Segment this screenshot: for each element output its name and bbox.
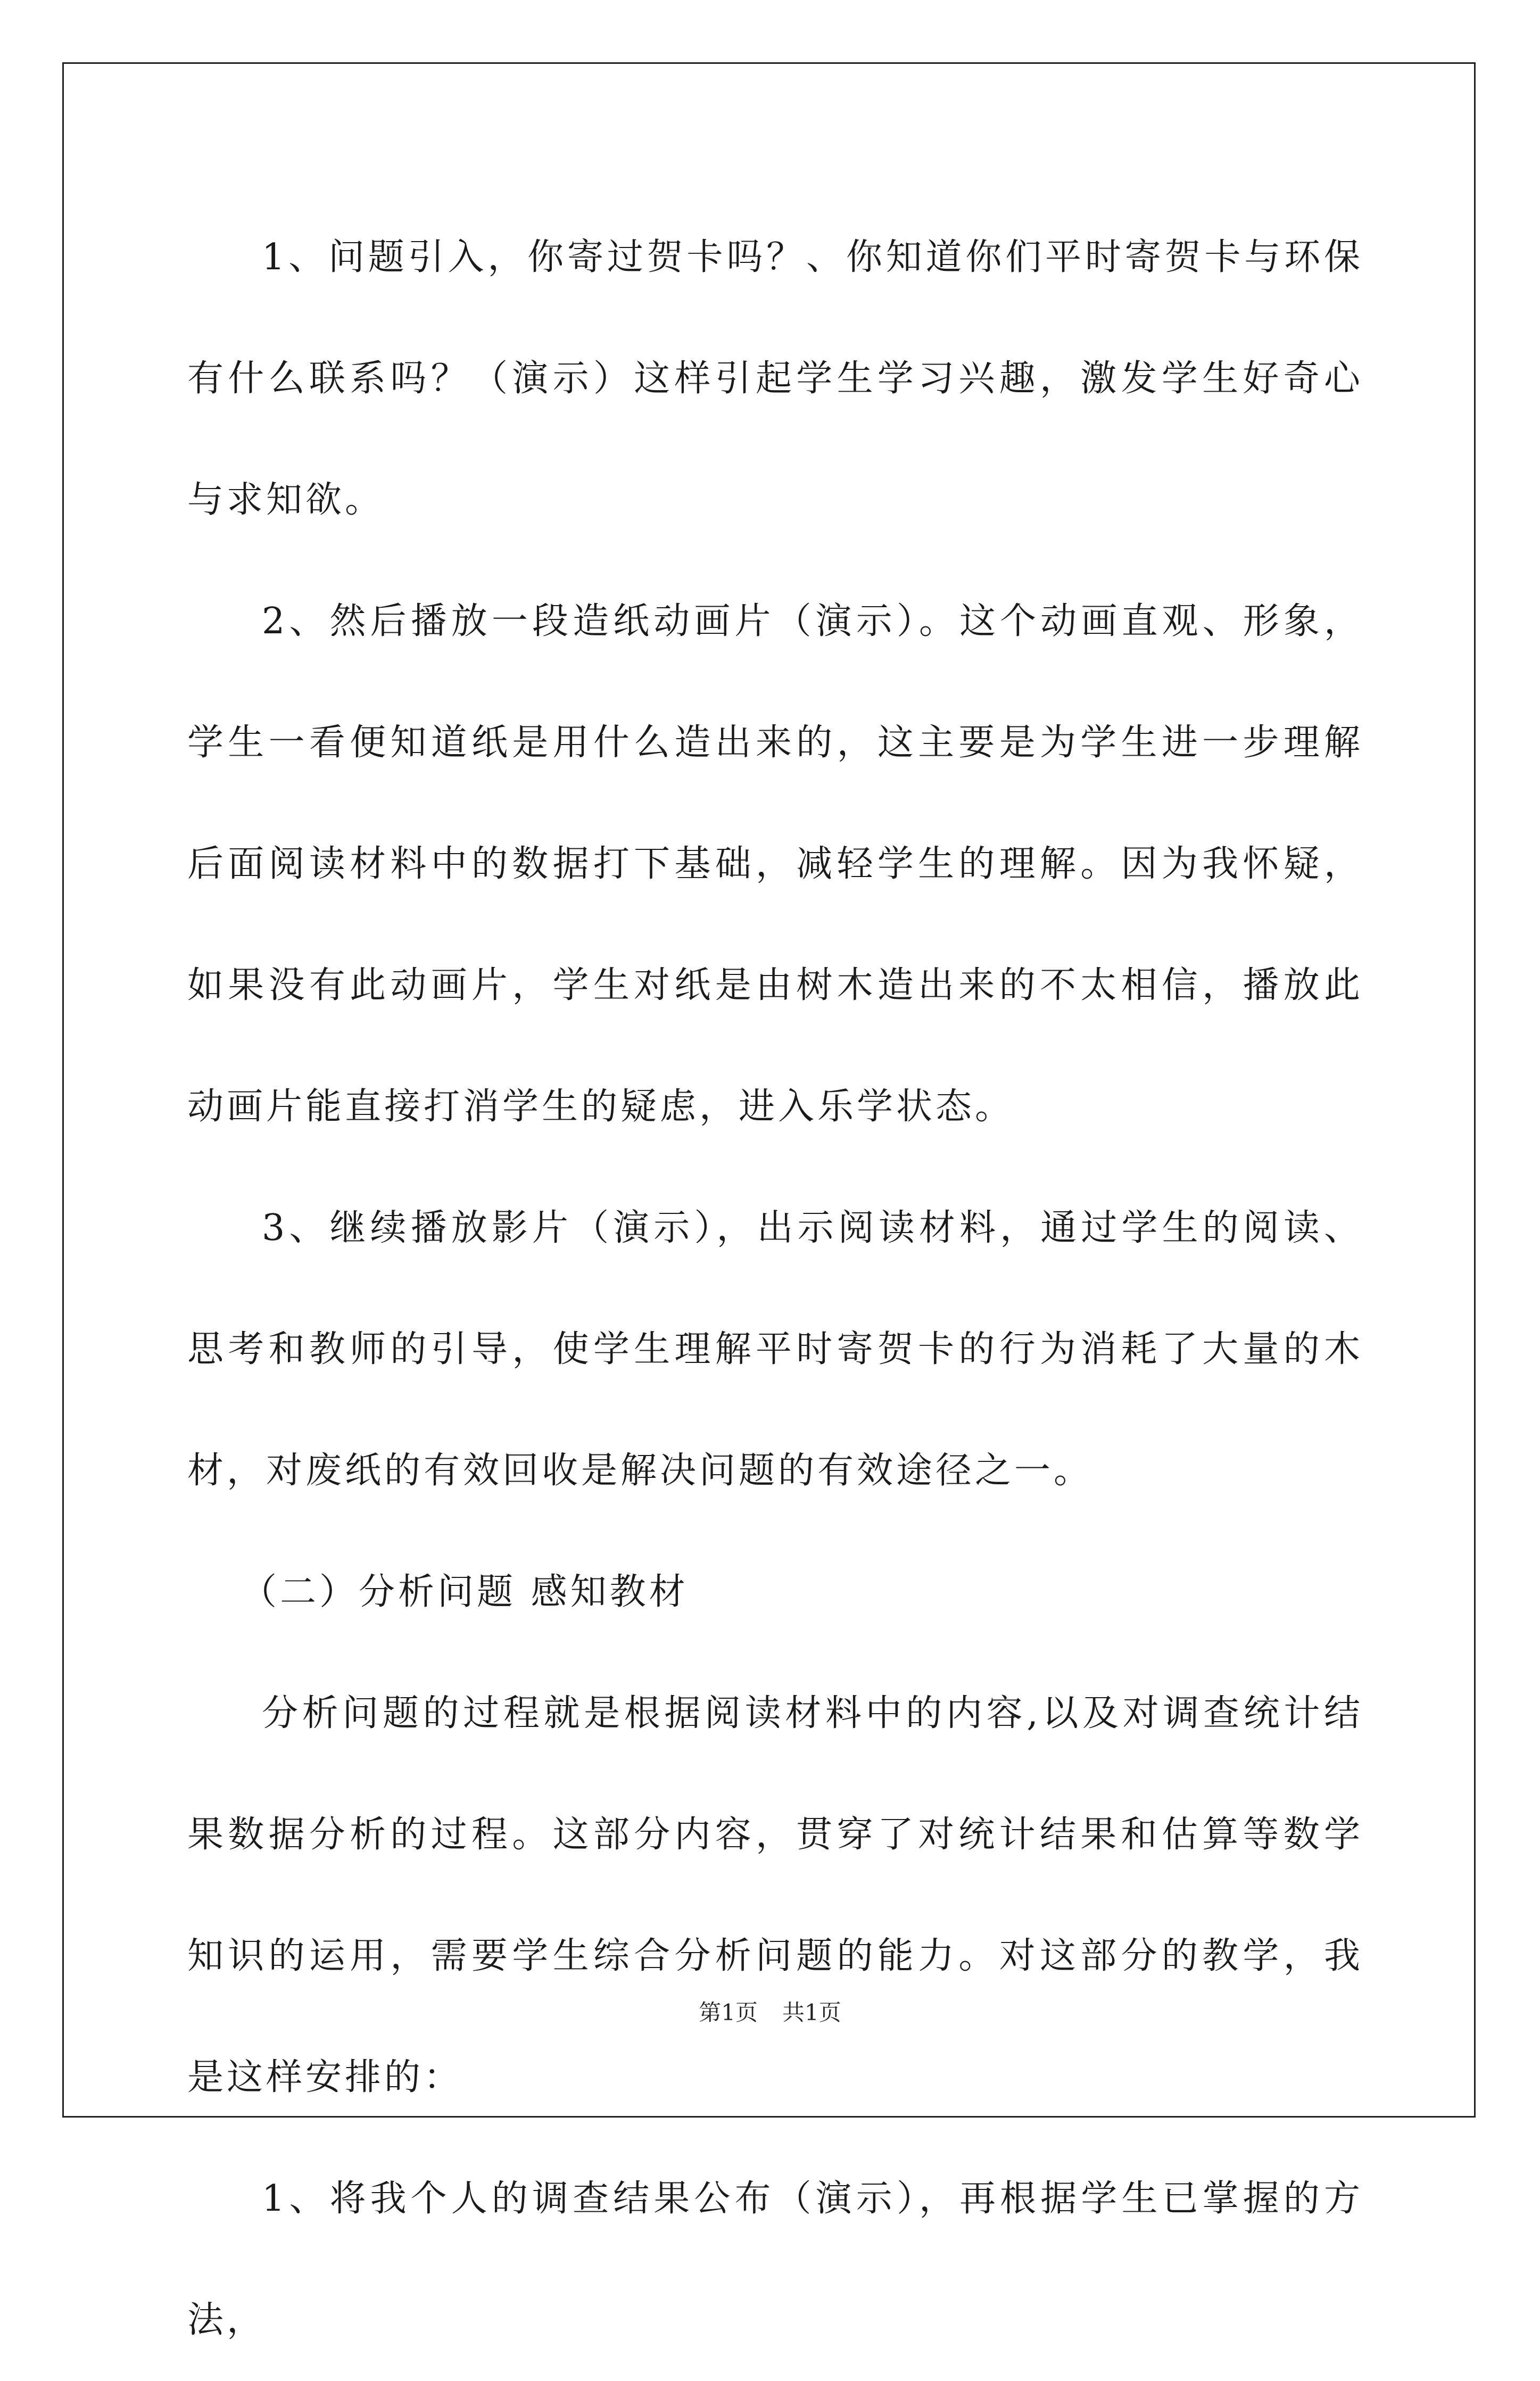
page-number-total: 共1页 <box>782 1999 841 2025</box>
section-heading: （二）分析问题 感知教材 <box>241 1571 689 1613</box>
paragraph-2: 2、然后播放一段造纸动画片（演示）。这个动画直观、形象，学生一看便知道纸是用什么造出来的，这主要是为学生进一步理解后面阅读材料中的数据打下基础，减轻学生的理解。因为我怀疑，如果没有此动画片，学生对纸是由树木造出来的不太相信，播放此动画片能直接打消学生的疑虑，进入乐学状态。 <box>187 600 1363 1128</box>
paragraph-4: 分析问题的过程就是根据阅读材料中的内容,以及对调查统计结果数据分析的过程。这部分内容，贯穿了对统计结果和估算等数学知识的运用，需要学生综合分析问题的能力。对这部分的教学，我是这样安排的： <box>187 1692 1363 2098</box>
page-footer <box>0 1997 1540 2029</box>
paragraph-5: 1、将我个人的调查结果公布（演示），再根据学生已掌握的方法， <box>187 2178 1363 2341</box>
page-number-current: 第1页 <box>699 1999 758 2025</box>
document-body <box>187 197 1363 2381</box>
paragraph-1: 1、问题引入，你寄过贺卡吗？、你知道你们平时寄贺卡与环保有什么联系吗？（演示）这样引起学生学习兴趣，激发学生好奇心与求知欲。 <box>187 236 1363 521</box>
paragraph-3: 3、继续播放影片（演示），出示阅读材料，通过学生的阅读、思考和教师的引导，使学生理解平时寄贺卡的行为消耗了大量的木材，对废纸的有效回收是解决问题的有效途径之一。 <box>187 1207 1363 1492</box>
